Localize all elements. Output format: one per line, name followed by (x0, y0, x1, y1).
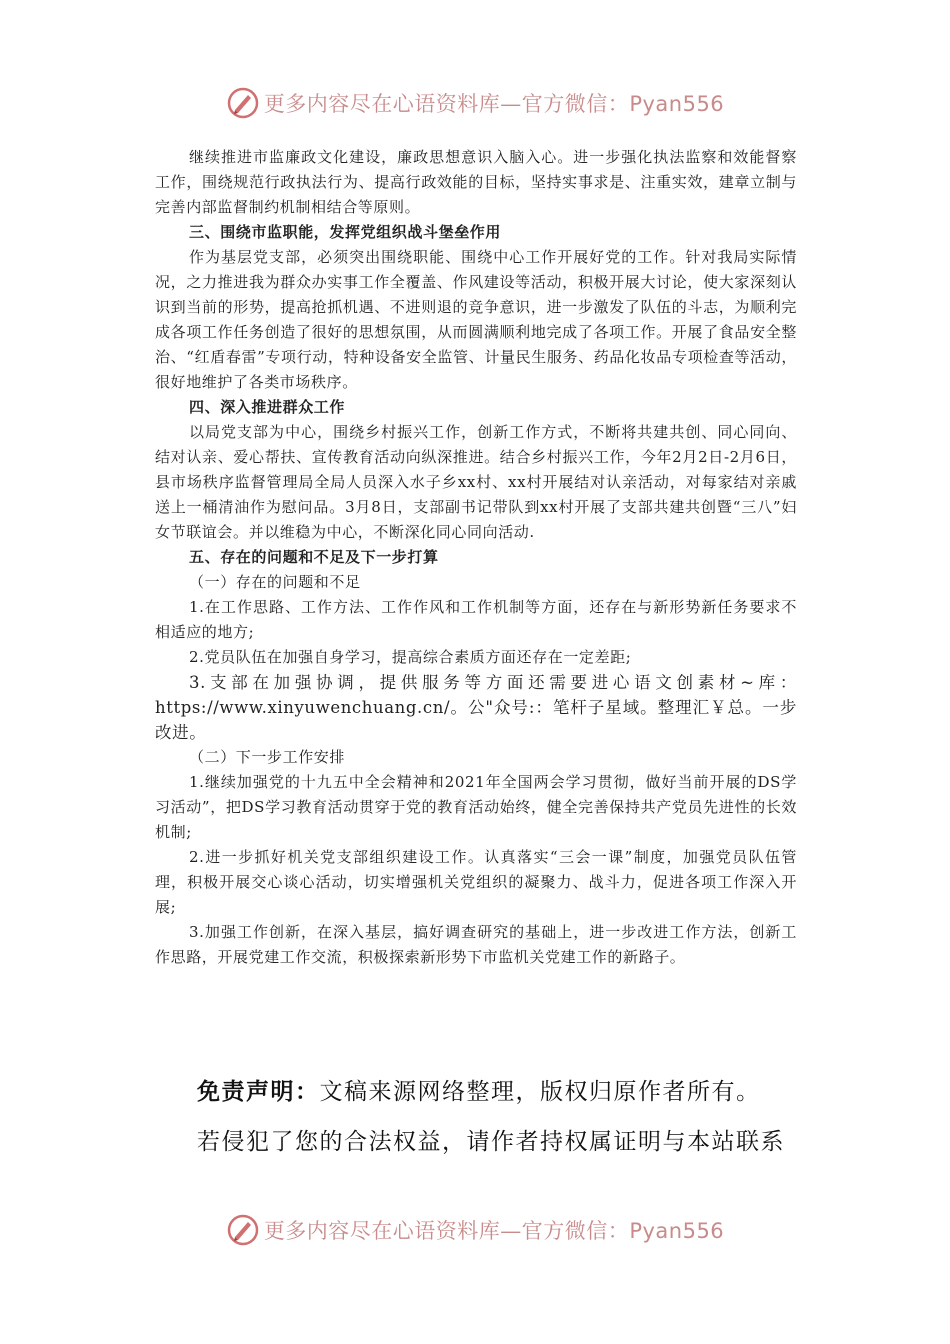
list-item: 3.加强工作创新，在深入基层，搞好调查研究的基础上，进一步改进工作方法，创新工作思路，开展党建工作交流，积极探索新形势下市监机关党建工作的新路子。 (155, 923, 797, 966)
paragraph: 以局党支部为中心，围绕乡村振兴工作，创新工作方式，不断将共建共创、同心同向、结对认亲、爱心帮扶、宣传教育活动向纵深推进。结合乡村振兴工作，今年2月2日-2月6日，县市场秩序监督管理局全局人员深入水子乡xx村、xx村开展结对认亲活动，对每家结对亲戚送上一桶清油作为慰问品。3月8日，支部副书记带队到xx村开展了支部共建共创暨“三八”妇女节联谊会。并以维稳为中心，不断深化同心同向活动. (155, 423, 797, 541)
section-heading: 三、围绕市监职能，发挥党组织战斗堡垒作用 (189, 223, 502, 241)
footer-banner (0, 1210, 950, 1250)
list-item: 2.进一步抓好机关党支部组织建设工作。认真落实“三会一课”制度，加强党员队伍管理，积极开展交心谈心活动，切实增强机关党组织的凝聚力、战斗力，促进各项工作深入开展; (155, 848, 797, 916)
pen-logo-icon (226, 86, 260, 120)
disclaimer-label: 免责声明： (197, 1079, 320, 1105)
list-item: 1.在工作思路、工作方法、工作作风和工作机制等方面，还存在与新形势新任务要求不相适应的地方; (155, 598, 797, 641)
section-heading: 四、深入推进群众工作 (189, 398, 346, 416)
banner-text: 更多内容尽在心语资料库—官方微信：Pyan556 (263, 92, 725, 116)
document-body (155, 145, 797, 970)
disclaimer-line-2: 若侵犯了您的合法权益，请作者持权属证明与本站联系 (197, 1129, 785, 1155)
list-item: 2.党员队伍在加强自身学习，提高综合素质方面还存在一定差距; (189, 648, 632, 666)
section-heading: 五、存在的问题和不足及下一步打算 (189, 548, 439, 566)
list-item: 3.支部在加强协调，提供服务等方面还需要进心语文创素材~库：https://www.xinyuwenchuang.cn/。公"众号:：笔杆子星域。整理汇￥总。一步改进。 (155, 673, 797, 742)
disclaimer-line-1: 免责声明：文稿来源网络整理，版权归原作者所有。 (197, 1079, 761, 1105)
header-banner (0, 83, 950, 123)
subsection-heading: （二）下一步工作安排 (189, 748, 346, 766)
subsection-heading: （一）存在的问题和不足 (189, 573, 361, 591)
paragraph: 继续推进市监廉政文化建设，廉政思想意识入脑入心。进一步强化执法监察和效能督察工作，围绕规范行政执法行为、提高行政效能的目标，坚持实事求是、注重实效，建章立制与完善内部监督制约机制相结合等原则。 (155, 148, 797, 216)
list-item: 1.继续加强党的十九五中全会精神和2021年全国两会学习贯彻，做好当前开展的DS学习活动”，把DS学习教育活动贯穿于党的教育活动始终，健全完善保持共产党员先进性的长效机制; (155, 773, 797, 841)
pen-logo-icon (226, 1213, 260, 1247)
paragraph: 作为基层党支部，必须突出围绕职能、围绕中心工作开展好党的工作。针对我局实际情况，之力推进我为群众办实事工作全覆盖、作风建设等活动，积极开展大讨论，使大家深刻认识到当前的形势，提高抢抓机遇、不进则退的竞争意识，进一步激发了队伍的斗志，为顺利完成各项工作任务创造了很好的思想氛围，从而圆满顺利地完成了各项工作。开展了食品安全整治、“红盾春雷”专项行动，特种设备安全监管、计量民生服务、药品化妆品专项检查等活动，很好地维护了各类市场秩序。 (155, 248, 797, 391)
banner-text: 更多内容尽在心语资料库—官方微信：Pyan556 (263, 1219, 725, 1243)
